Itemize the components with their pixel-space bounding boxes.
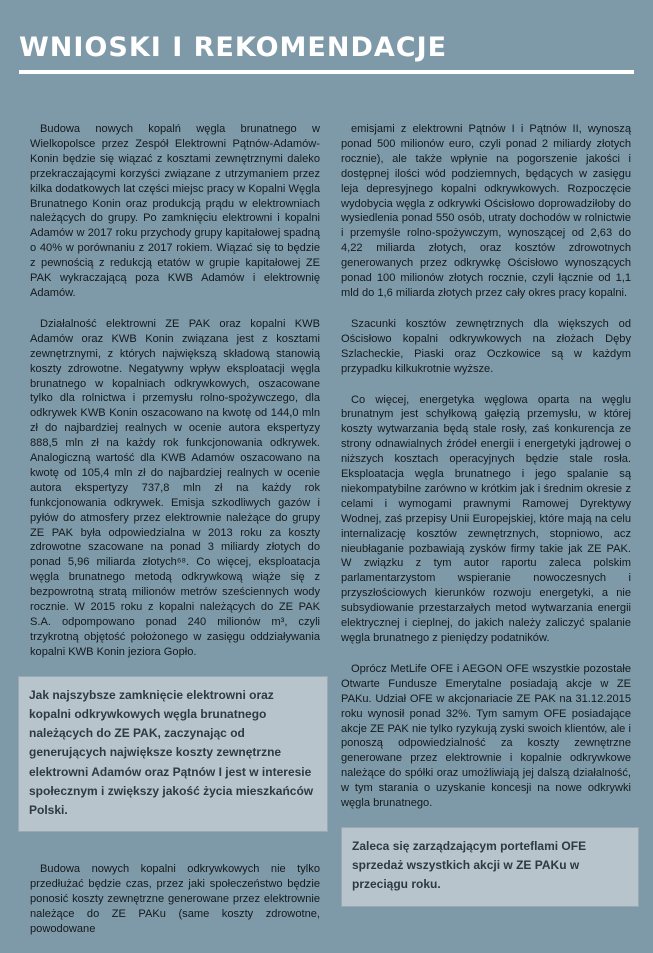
right-column bbox=[341, 122, 631, 937]
paragraph-external-costs: Działalność elektrowni ZE PAK oraz kopalni KWB Adamów oraz KWB Konin związana jest z kosztami zewnętrznymi, z których największą składową stanowią koszty zdrowotne. Negatywny wpływ eksploatacji węgla brunatnego w kopalniach odkrywkowych, oszacowane tylko dla rolnictwa i przemysłu rolno-spożywczego, dla odkrywek KWB Konin oszacowano na kwotę od 144,0 mln zł do najbardziej realnych w ocenie autora ekspertyzy 888,5 mln zł na każdy rok funkcjonowania odkrywek. Analogiczną wartość dla KWB Adamów oszacowano na kwotę od 105,4 mln zł do najbardziej realnych w ocenie autora ekspertyzy 737,8 mln zł na każdy rok funkcjonowania odkrywek. Emisja szkodliwych gazów i pyłów do atmosfery przez elektrownie należące do grupy ZE PAK była odpowiedzialna w 2013 roku za koszty zdrowotne szacowane na ponad 3 miliardy złotych do ponad 5,96 miliarda złotych⁶⁸. Co więcej, eksploatacja węgla brunatnego metodą odkrywkową wiąże się z bezpowrotną stratą milionów metrów sześciennych wody rocznie. W 2015 roku z kopalni należących do ZE PAK S.A. odpompowano ponad 240 milionów m³, czyli trzykrotną objętość położonego w zasięgu oddziaływania kopalni KWB Konin jeziora Gopło. bbox=[30, 317, 320, 658]
recommendation-callout-ofe bbox=[341, 827, 639, 907]
recommendation-callout-closure bbox=[18, 676, 328, 832]
left-column bbox=[30, 122, 320, 953]
callout-text: Zaleca się zarządzającym porteflami OFE sprzedaż wszystkich akcji w ZE PAKu w przeciągu roku. bbox=[352, 838, 587, 892]
callout-text: Jak najszybsze zamknięcie elektrowni oraz kopalni odkrywkowych węgla brunatnego należących do ZE PAK, zaczynając od generujących największe koszty zewnętrzne elektrowni Adamów oraz Pątnów I jest w interesie społecznym i zwiększy jakość życia mieszkańców Polski. bbox=[29, 687, 314, 817]
paragraph-energy-future: Co więcej, energetyka węglowa oparta na węglu brunatnym jest schyłkową gałęzią przemysłu, w której koszty wytwarzania będą stale rosły, zaś konkurencja ze strony odnawialnych źródeł energii i energetyki jądrowej o niższych kosztach operacyjnych będzie stale rosła. Eksploatacja węgla brunatnego i jego spalanie są niekompatybilne zarówno w krótkim jak i średnim okresie z celami i wymogami prawnymi Ramowej Dyrektywy Wodnej, zaś przepisy Unii Europejskiej, które mają na celu internalizację kosztów zewnętrznych, stopniowo, acz nieubłaganie pozbawiają zysków firmy takie jak ZE PAK. W związku z tym autor raportu zaleca polskim parlamentarzystom wspieranie nowoczesnych i przyszłościowych kierunków rozwoju energetyki, a nie subsydiowanie przestarzałych metod wytwarzania energii elektrycznej i cieplnej, do jakich należy zaliczyć spalanie węgla brunatnego z pieniędzy podatników. bbox=[341, 393, 631, 644]
page-title: WNIOSKI I REKOMENDACJE bbox=[19, 32, 448, 63]
paragraph-pension-funds: Oprócz MetLife OFE i AEGON OFE wszystkie pozostałe Otwarte Fundusze Emerytalne posiadają akcje w ZE PAKu. Udział OFE w akcjonariacie ZE PAK na 31.12.2015 roku wynosił ponad 32%. Tym samym OFE posiadające akcje ZE PAK nie tylko ryzykują zyski swoich klientów, ale i ponoszą odpowiedzialność za koszty zewnętrzne generowane przez elektrownie i kopalnie odkrywkowe należące do spółki oraz umożliwiają jej dalszą działalność, w tym starania o uzyskanie koncesji na nowe odkrywki węgla brunatnego. bbox=[341, 662, 631, 810]
paragraph-intro: Budowa nowych kopalń węgla brunatnego w Wielkopolsce przez Zespół Elektrowni Pątnów-Adamów-Konin będzie się wiązać z kosztami zewnętrznymi daleko przekraczającymi korzyści związane z utrzymaniem przez kilka dodatkowych lat części miejsc pracy w Kopalni Węgla Brunatnego Konin oraz produkcją prądu w elektrowniach należących do grupy. Po zamknięciu elektrowni i kopalni Adamów w 2017 roku przychody grupy kapitałowej spadną o 40% w porównaniu z 2017 rokiem. Wiązać się to będzie z pewnością z redukcją etatów w grupie kapitałowej ZE PAK wykraczającą poza KWB Adamów i elektrownię Adamów. bbox=[30, 123, 320, 299]
paragraph-estimates: Szacunki kosztów zewnętrznych dla większych od Ościsłowo kopalni odkrywkowych na złożach Dęby Szlacheckie, Piaski oraz Oczkowice są w każdym przypadku kilkukrotnie wyższe. bbox=[341, 317, 631, 375]
title-underline bbox=[19, 70, 634, 74]
paragraph-emissions: emisjami z elektrowni Pątnów I i Pątnów II, wynoszą ponad 500 milionów euro, czyli ponad 2 miliardy złotych rocznie), ale także wpłynie na pogorszenie jakości i dostępnej ilości wód podziemnych, będących w zasięgu leja depresyjnego kopalni odkrywkowych. Rozpoczęcie wydobycia węgla z odkrywki Ościsłowo doprowadziłoby do wysiedlenia ponad 550 osób, utraty dochodów w rolnictwie i przemyśle rolno-spożywczym, wynoszącej od 2,63 do 4,22 miliarda złotych, oraz kosztów zdrowotnych generowanych przez odkrywkę Ościsłowo wynoszących ponad 100 milionów złotych rocznie, czyli łącznie od 1,1 mld do 1,6 miliarda złotych przez cały okres pracy kopalni. bbox=[341, 123, 631, 299]
paragraph-new-mines: Budowa nowych kopalni odkrywkowych nie tylko przedłużać będzie czas, przez jaki społeczeństwo będzie ponosić koszty zewnętrzne generowane przez elektrownie należące do ZE PAKu (same koszty zdrowotne, powodowane bbox=[30, 863, 320, 935]
